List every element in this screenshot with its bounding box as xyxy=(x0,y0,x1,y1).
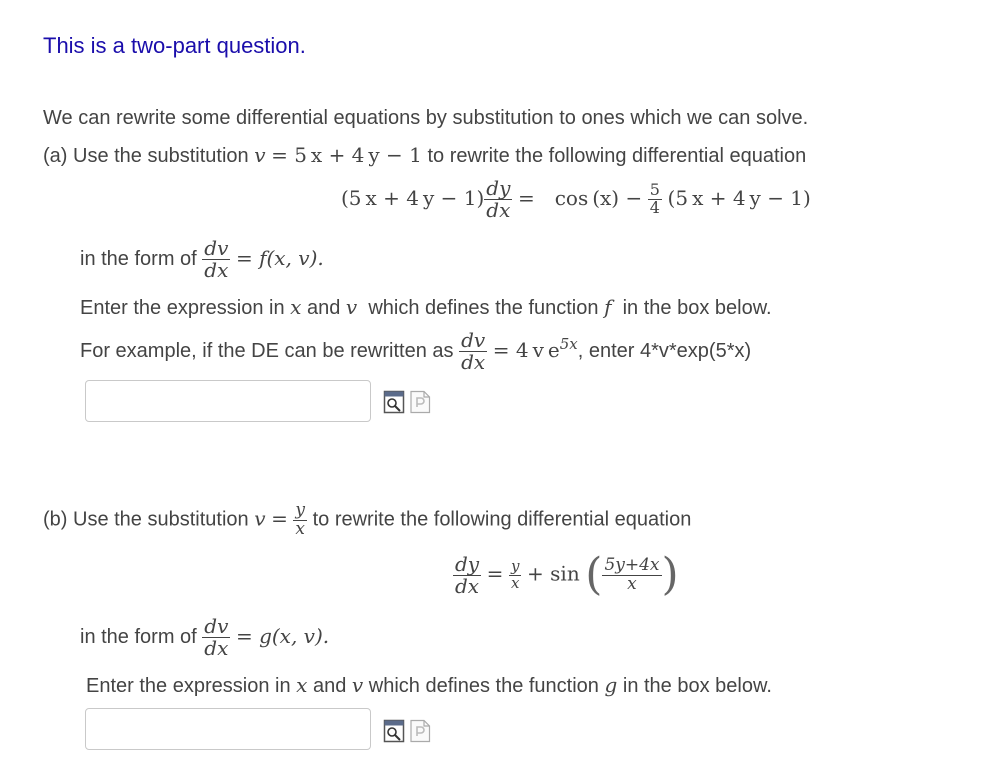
part-b-and: and xyxy=(312,675,347,697)
help-page-icon[interactable] xyxy=(409,719,431,743)
part-b-sub-prefix: (b) Use the substitution xyxy=(43,508,249,531)
answer-input-a[interactable] xyxy=(85,380,371,422)
example-suffix: , enter 4*v*exp(5*x) xyxy=(577,339,752,362)
part-a-dx: dx xyxy=(204,258,229,282)
part-b-enter-2: which defines the function xyxy=(368,675,599,697)
eq-b-plus-sin: + sin xyxy=(527,561,580,586)
eq-b-right-paren: ) xyxy=(661,549,679,600)
part-a-enter-1: Enter the expression in xyxy=(80,297,285,319)
part-b-dv: dv xyxy=(204,614,229,638)
part-b-y: y xyxy=(295,500,306,520)
eq-b-big-num: 5y+4x xyxy=(604,554,660,575)
eq-a-dy: dy xyxy=(486,176,511,200)
example-dx: dx xyxy=(461,350,486,374)
question-title: This is a two-part question. xyxy=(43,33,306,58)
part-b-sub-eq: = xyxy=(271,506,288,531)
part-b-form xyxy=(80,616,329,659)
part-a-enter-2: which defines the function xyxy=(368,297,599,319)
intro-text: We can rewrite some differential equations by substitution to ones which we can solve. xyxy=(43,107,809,129)
eq-b-x: x xyxy=(511,573,520,592)
part-b-enter-1: Enter the expression in xyxy=(86,675,291,697)
part-b-sub-suffix: to rewrite the following differential equation xyxy=(312,508,692,531)
eq-b-big-fraction xyxy=(602,554,661,594)
part-b-dvdx xyxy=(202,616,230,659)
part-a-dv: dv xyxy=(204,236,229,260)
eq-b-equals: = xyxy=(486,561,504,586)
part-a-sub-expression: = 5 x + 4 y − 1 xyxy=(271,143,422,167)
eq-b-dydx xyxy=(453,551,481,598)
part-a-var-x: x xyxy=(290,295,302,319)
part-a-sub-var: v xyxy=(254,143,266,167)
part-b-form-rhs: = g(x, v). xyxy=(235,623,330,648)
part-a-enter-3: in the box below. xyxy=(622,297,772,319)
eq-a-frac-num: 5 xyxy=(649,180,660,200)
part-b-var-v: v xyxy=(351,673,364,697)
eq-a-rhs-cos: = cos (x) − xyxy=(517,185,643,210)
help-page-icon[interactable] xyxy=(409,390,431,414)
part-a-example xyxy=(80,330,751,373)
eq-b-dy: dy xyxy=(455,551,480,576)
example-dv: dv xyxy=(461,328,486,352)
part-a-var-f: f xyxy=(604,295,612,319)
preview-icon[interactable] xyxy=(383,719,405,743)
eq-b-yx xyxy=(509,556,521,592)
eq-a-dydx xyxy=(484,178,512,221)
part-a-substitution xyxy=(43,145,806,166)
eq-b-left-paren: ( xyxy=(585,549,603,600)
eq-a-lhs-prefix: (5 x + 4 y − 1) xyxy=(341,185,485,210)
part-b-dx: dx xyxy=(204,636,229,660)
part-b-var-x: x xyxy=(296,673,308,697)
part-a-equation xyxy=(341,178,811,221)
eq-b-dx: dx xyxy=(455,573,480,598)
part-a-sub-suffix: to rewrite the following differential equation xyxy=(427,145,807,167)
part-b-x: x xyxy=(295,518,306,539)
eq-b-big-den: x xyxy=(627,573,637,594)
example-prefix: For example, if the DE can be rewritten as xyxy=(80,339,454,362)
eq-b-y: y xyxy=(511,556,520,575)
part-b-yx xyxy=(293,502,307,539)
part-a-form xyxy=(80,238,324,281)
example-rhs: = 4 v e xyxy=(492,337,560,362)
preview-icon[interactable] xyxy=(383,390,405,414)
eq-a-fraction xyxy=(648,182,662,217)
part-a-form-rhs: = f(x, v). xyxy=(235,245,324,270)
part-a-instructions xyxy=(80,297,772,318)
part-a-dvdx xyxy=(202,238,230,281)
part-b-enter-3: in the box below. xyxy=(622,675,772,697)
example-exponent: 5x xyxy=(559,335,578,354)
part-b-form-prefix: in the form of xyxy=(80,625,197,648)
part-b-sub-var: v xyxy=(254,506,266,531)
eq-a-dx: dx xyxy=(486,198,511,222)
part-b-instructions xyxy=(86,675,772,696)
answer-input-b[interactable] xyxy=(85,708,371,750)
part-b-equation xyxy=(453,549,679,600)
eq-a-rhs-expr: (5 x + 4 y − 1) xyxy=(667,185,811,210)
part-b-var-g: g xyxy=(604,673,618,697)
part-a-sub-prefix: (a) Use the substitution xyxy=(43,145,249,167)
part-a-form-prefix: in the form of xyxy=(80,247,197,270)
part-b-substitution xyxy=(43,502,691,539)
part-a-and: and xyxy=(306,297,341,319)
part-a-var-v: v xyxy=(345,295,358,319)
eq-a-frac-den: 4 xyxy=(649,198,660,217)
example-dvdx xyxy=(459,330,487,373)
